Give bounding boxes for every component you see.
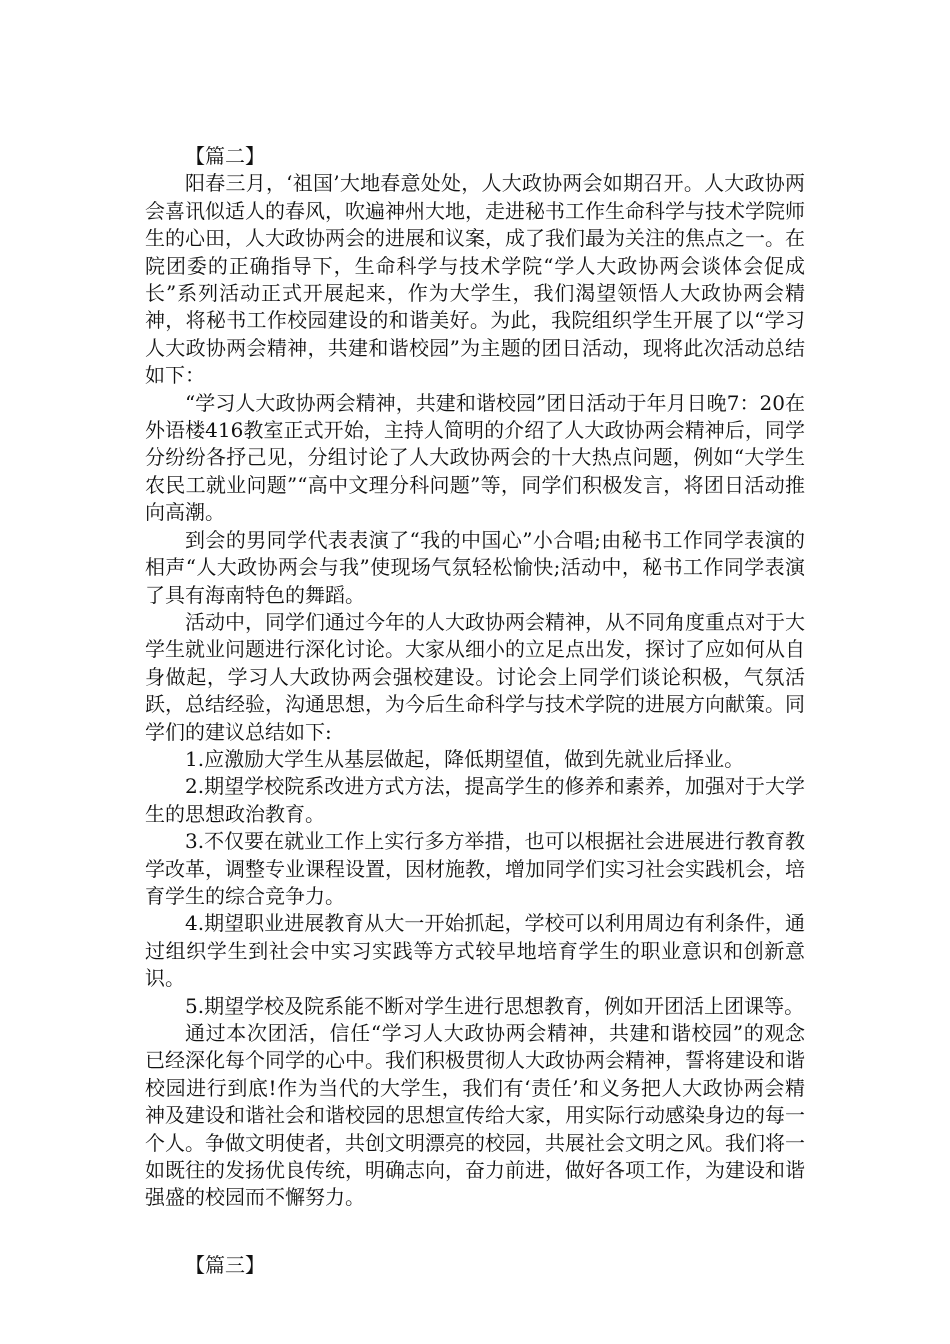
paragraph-event-start: “学习人大政协两会精神，共建和谐校园”团日活动于年月日晚7：20在外语楼416教室正式开始，主持人简明的介绍了人大政协两会精神后，同学分纷纷各抒己见，分组讨论了人大政协两会的十大热点问题，例如“大学生农民工就业问题”“高中文理分科问题”等，同学们积极发言，将团日活动推向高潮。 (145, 390, 805, 525)
suggestion-item-3: 3.不仅要在就业工作上实行多方举措，也可以根据社会进展进行教育教学改革，调整专业课程设置，因材施教，增加同学们实习社会实践机会，培育学生的综合竞争力。 (145, 829, 805, 908)
paragraph-performances: 到会的男同学代表表演了“我的中国心”小合唱;由秘书工作同学表演的相声“人大政协两会与我”使现场气氛轻松愉快;活动中，秘书工作同学表演了具有海南特色的舞蹈。 (145, 527, 805, 607)
section-heading-3: 【篇三】 (185, 1252, 265, 1277)
section-heading-2: 【篇二】 (185, 144, 265, 168)
suggestion-item-4: 4.期望职业进展教育从大一开始抓起，学校可以利用周边有利条件，通过组织学生到社会中实习实践等方式较早地培育学生的职业意识和创新意识。 (145, 911, 805, 991)
suggestion-item-2: 2.期望学校院系改进方式方法，提高学生的修养和素养，加强对于大学生的思想政治教育。 (145, 774, 805, 826)
document-body (145, 143, 805, 1279)
suggestion-item-5: 5.期望学校及院系能不断对学生进行思想教育，例如开团活上团课等。 (185, 993, 805, 1018)
paragraph-conclusion: 通过本次团活，信任“学习人大政协两会精神，共建和谐校园”的观念已经深化每个同学的心中。我们积极贯彻人大政协两会精神，誓将建设和谐校园进行到底!作为当代的大学生，我们有‘责任’和义务把人大政协两会精神及建设和谐社会和谐校园的思想宣传给大家，用实际行动感染身边的每一个人。争做文明使者，共创文明漂亮的校园，共展社会文明之风。我们将一如既往的发扬优良传统，明确志向，奋力前进，做好各项工作，为建设和谐强盛的校园而不懈努力。 (145, 1021, 805, 1210)
suggestion-item-1: 1.应激励大学生从基层做起，降低期望值，做到先就业后择业。 (185, 746, 745, 771)
paragraph-intro: 阳春三月，‘祖国’大地春意处处，人大政协两会如期召开。人大政协两会喜讯似适人的春风，吹遍神州大地，走进秘书工作生命科学与技术学院师生的心田，人大政协两会的进展和议案，成了我们最为关注的焦点之一。在院团委的正确指导下，生命科学与技术学院“学人大政协两会谈体会促成长”系列活动正式开展起来，作为大学生，我们渴望领悟人大政协两会精神，将秘书工作校园建设的和谐美好。为此，我院组织学生开展了以“学习人大政协两会精神，共建和谐校园”为主题的团日活动，现将此次活动总结如下： (145, 171, 805, 388)
paragraph-discussion: 活动中，同学们通过今年的人大政协两会精神，从不同角度重点对于大学生就业问题进行深化讨论。大家从细小的立足点出发，探讨了应如何从自身做起，学习人大政协两会强校建设。讨论会上同学们谈论积极，气氛活跃，总结经验，沟通思想，为今后生命科学与技术学院的进展方向献策。同学们的建议总结如下: (145, 609, 805, 744)
